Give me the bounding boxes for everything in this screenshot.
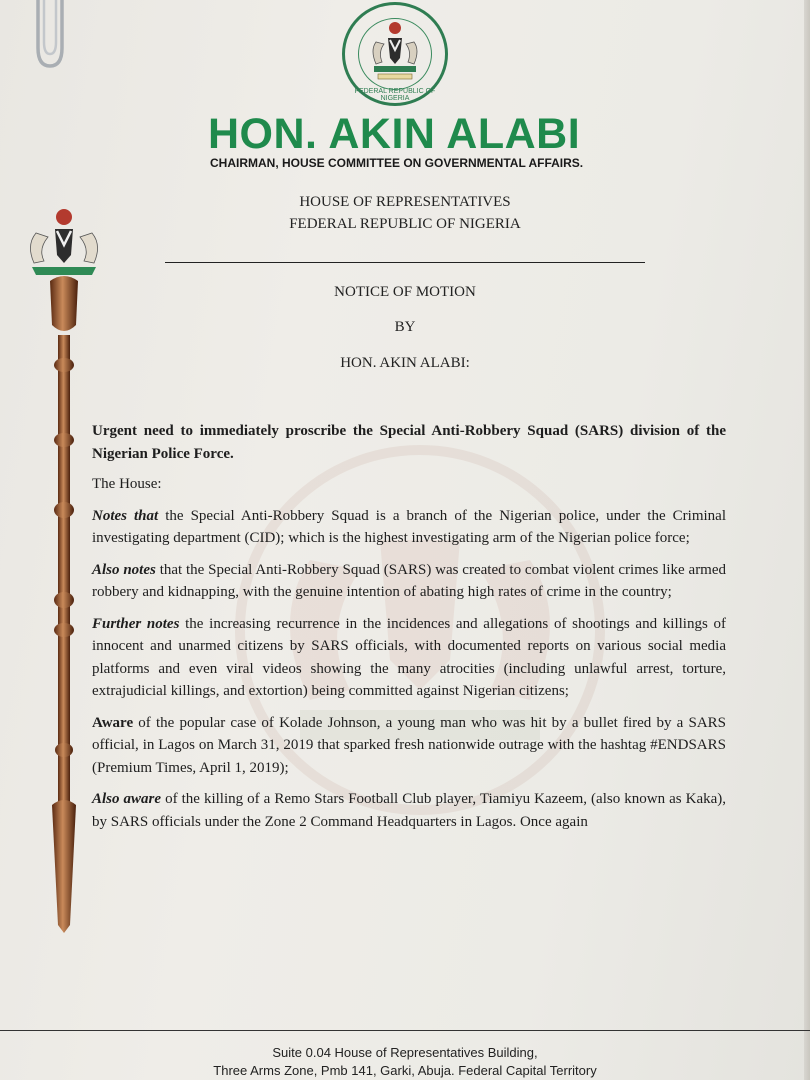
paragraph-lead: Aware [92, 714, 134, 731]
coat-of-arms-icon [366, 20, 424, 86]
page-edge [804, 0, 810, 1080]
paragraph-also-aware [92, 788, 726, 833]
by-label: BY [394, 319, 416, 335]
letterhead-title: CHAIRMAN, HOUSE COMMITTEE ON GOVERNMENTAL AFFAIRS. [210, 156, 584, 170]
paragraph-aware [92, 712, 726, 780]
paragraph-lead: Also aware [92, 791, 162, 807]
mover-name: HON. AKIN ALABI: [340, 355, 470, 371]
paragraph-text: of the killing of a Remo Stars Football Club player, Tiamiyu Kazeem, (also known as Kaka), by SARS officials under the Zone 2 Command Headquarters in Lagos. Once again [92, 791, 727, 830]
house-seal-logo [342, 2, 454, 110]
seal-bottom-text: FEDERAL REPUBLIC OF NIGERIA [354, 88, 436, 102]
paragraph-text: the increasing recurrence in the incidences and allegations of shootings and killings of innocent and unarmed citizens by SARS officials, with documented reports on various social media platforms and even viral videos showing the many atrocities (including unlawful arrest, torture, extrajudicial killings, and extortion) being committed against Nigerian citizens; [92, 615, 726, 699]
paragraph-lead: Notes that [92, 507, 159, 524]
footer-line-2: Three Arms Zone, Pmb 141, Garki, Abuja. Federal Capital Territory [213, 1063, 597, 1078]
footer-divider [0, 1030, 810, 1031]
house-line-1: HOUSE OF REPRESENTATIVES [299, 194, 511, 210]
paragraph-also-notes [92, 559, 726, 604]
motion-body [92, 420, 726, 842]
paragraph-further-notes [92, 613, 726, 703]
paragraph-lead: Further notes [92, 615, 180, 632]
paper-clip-icon [26, 0, 66, 72]
house-line-2: FEDERAL REPUBLIC OF NIGERIA [289, 216, 521, 232]
notice-heading: NOTICE OF MOTION [334, 284, 476, 300]
footer-address [0, 1044, 810, 1080]
motion-intro: The House: [92, 476, 162, 492]
paragraph-notes [92, 505, 726, 550]
paragraph-text: the Special Anti-Robbery Squad is a branch of the Nigerian police, under the Criminal investigating department (CID); which is the highest investigating arm of the Nigerian police force; [92, 507, 726, 546]
letterhead-name: HON. AKIN ALABI [208, 110, 581, 158]
footer-line-1: Suite 0.04 House of Representatives Building, [272, 1045, 538, 1060]
paragraph-text: of the popular case of Kolade Johnson, a young man who was hit by a bullet fired by a SARS official, in Lagos on March 31, 2019 that sparked fresh nationwide outrage with the hashtag #ENDSARS (Premium Times, April 1, 2019); [92, 714, 726, 776]
house-heading [0, 191, 810, 235]
paragraph-lead: Also notes [92, 561, 156, 578]
motion-title: Urgent need to immediately proscribe the Special Anti-Robbery Squad (SARS) division of the Nigerian Police Force. [92, 423, 726, 462]
paragraph-text: that the Special Anti-Robbery Squad (SARS) was created to combat violent crimes like armed robbery and kidnapping, with the genuine intention of abating high rates of crime in the country; [92, 561, 727, 600]
heading-divider [165, 262, 645, 263]
